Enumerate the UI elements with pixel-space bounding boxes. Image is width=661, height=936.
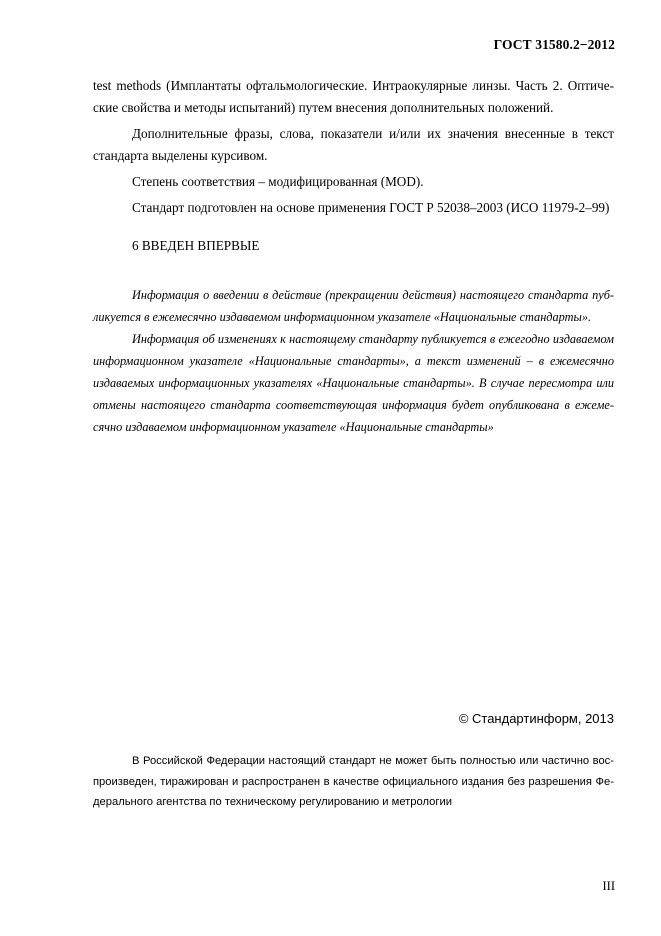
copyright-notice: © Стандартинформ, 2013 (458, 711, 614, 726)
paragraph-basis: Стандарт подготовлен на основе применения ГОСТ Р 52038–2003 (ИСО 11979-2–99) (132, 200, 610, 215)
page-number: III (602, 879, 615, 893)
info-paragraph-changes: Информация об изменениях к настоящему стандарту публикуется в ежегодно издаваемом информационном указателе «Национальные стандарты», а текст изменений – в ежемесячно издаваемых информационных указателях «Национальные стандарты». В случае пересмотра или отмены настоящего стандарта соответствующая информация будет опубликована в ежемесячно издаваемом информационном указателе «Национальные стандарты» (93, 332, 614, 434)
paragraph-continuation: test methods (Имплантаты офтальмологические. Интраокулярные линзы. Часть 2. Оптические свойства и методы испытаний) путем внесения дополнительных положений. (93, 78, 614, 115)
paragraph-conformity: Степень соответствия – модифицированная (MOD). (132, 174, 424, 189)
document-header: ГОСТ 31580.2−2012 (493, 37, 615, 52)
legal-notice: В Российской Федерации настоящий стандарт не может быть полностью или частично воспроизведен, тиражирован и распространен в качестве официального издания без разрешения Федерального агентства по техническому регулированию и метрологии (93, 755, 614, 808)
info-section (93, 284, 614, 438)
body-section (93, 75, 614, 257)
info-paragraph-introduction: Информация о введении в действие (прекращении действия) настоящего стандарта публикуется в ежемесячно издаваемом информационном указателе «Национальные стандарты». (93, 288, 614, 324)
legal-notice-section (93, 751, 614, 813)
paragraph-introduced: 6 ВВЕДЕН ВПЕРВЫЕ (132, 238, 260, 253)
paragraph-italic-note: Дополнительные фразы, слова, показатели и/или их значения внесенные в текст стандарта выделены курсивом. (93, 126, 614, 163)
